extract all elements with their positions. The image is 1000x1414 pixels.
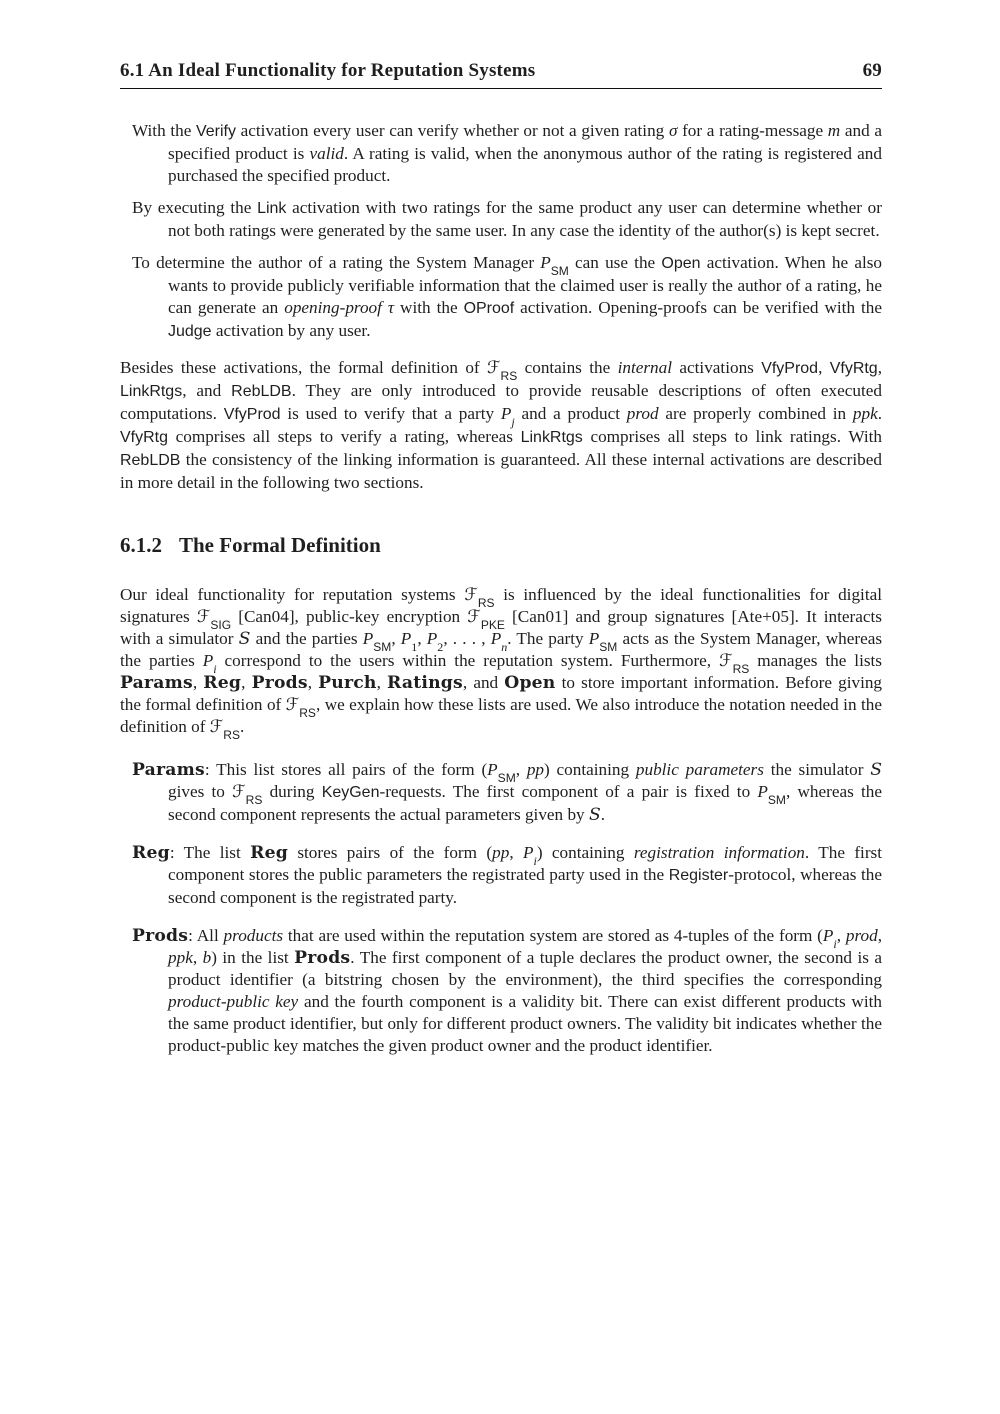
text-run: , and bbox=[182, 381, 232, 400]
text-run: activation. Opening-proofs can be verified with the bbox=[514, 298, 883, 317]
text-run: Besides these activations, the formal definition of bbox=[120, 358, 487, 377]
text-run: Ratings bbox=[387, 673, 463, 693]
text-run: , bbox=[192, 673, 204, 692]
paragraph-link bbox=[120, 197, 882, 242]
text-run: To determine the author of a rating the System Manager bbox=[132, 253, 541, 272]
text-run: can use the bbox=[568, 253, 662, 272]
text-run: ℱ bbox=[232, 782, 246, 802]
text-run: , bbox=[836, 926, 846, 945]
text-run: Open bbox=[504, 673, 556, 693]
text-run: ℱ bbox=[464, 585, 478, 605]
text-run: ℱ bbox=[487, 358, 501, 378]
text-run: P bbox=[588, 629, 600, 648]
text-run: comprises all steps to link ratings. With bbox=[582, 427, 882, 446]
text-run: and a product bbox=[514, 404, 627, 423]
text-run: , bbox=[877, 358, 882, 377]
text-run: 6.1.2 bbox=[120, 533, 162, 557]
text-run: The Formal Definition bbox=[179, 533, 381, 557]
list-item-reg bbox=[120, 842, 882, 909]
paragraph-open bbox=[120, 252, 882, 343]
text-run: , bbox=[192, 948, 203, 967]
text-run: : All bbox=[188, 926, 224, 945]
text-run: RebLDB bbox=[120, 452, 181, 469]
text-run: pp bbox=[526, 760, 544, 779]
text-run: VfyRtg bbox=[829, 360, 878, 377]
text-run: ℱ bbox=[467, 607, 481, 627]
text-run: b bbox=[202, 948, 212, 967]
text-run: P bbox=[822, 926, 834, 945]
text-run: . The first component stores the public parameters the registrated party used in the bbox=[168, 843, 883, 884]
text-run: LinkRtgs bbox=[120, 383, 183, 400]
text-run: VfyProd bbox=[761, 360, 819, 377]
subscript: SM bbox=[373, 639, 392, 654]
text-run: m bbox=[827, 121, 841, 140]
text-run: ppk bbox=[852, 404, 878, 423]
list-item-params bbox=[120, 759, 882, 826]
text-run: prod bbox=[845, 926, 878, 945]
text-run: P bbox=[757, 782, 768, 801]
paragraph-verify bbox=[120, 120, 882, 187]
text-run: , bbox=[509, 843, 523, 862]
text-run: activations bbox=[672, 358, 762, 377]
subscript: i bbox=[213, 661, 217, 676]
text-run: , bbox=[376, 673, 388, 692]
subscript: 1 bbox=[411, 639, 418, 654]
text-run: P bbox=[400, 629, 412, 648]
text-run: activation by any user. bbox=[211, 321, 371, 340]
text-run: . bbox=[877, 404, 882, 423]
text-run: with the bbox=[394, 298, 464, 317]
text-run: P bbox=[500, 404, 512, 423]
text-run: that are used within the reputation system are stored as 4-tuples of the form ( bbox=[283, 926, 823, 945]
text-run: valid bbox=[309, 144, 344, 163]
page-body bbox=[120, 120, 882, 1057]
subscript: SM bbox=[550, 263, 569, 278]
text-run: RebLDB bbox=[231, 383, 292, 400]
text-run: VfyProd bbox=[223, 406, 281, 423]
text-run: and the fourth component is a validity bit. There can exist different products with the same product identifier, but only for different product owners. The validity bit indicates whether the product-public key matches the given product owner and the product identifier. bbox=[168, 992, 882, 1055]
text-run: registration information bbox=[633, 843, 805, 862]
text-run: , . . . , bbox=[443, 629, 491, 648]
page-number: 69 bbox=[862, 60, 882, 81]
subscript: n bbox=[501, 639, 508, 654]
text-run: , bbox=[515, 760, 527, 779]
subscript: SM bbox=[767, 792, 786, 807]
text-run: , bbox=[877, 926, 882, 945]
text-run: Reg bbox=[250, 843, 288, 863]
text-run: the simulator bbox=[763, 760, 871, 779]
subscript: 2 bbox=[437, 639, 444, 654]
subscript: RS bbox=[223, 727, 240, 742]
text-run: P bbox=[362, 629, 374, 648]
subscript: RS bbox=[299, 705, 316, 720]
text-run: ℱ bbox=[285, 695, 300, 715]
subscript: i bbox=[533, 853, 537, 868]
text-run: : The list bbox=[169, 843, 251, 862]
text-run: P bbox=[522, 843, 534, 862]
text-run: activation with two ratings for the same product any user can determine whether or not both ratings were generated by the same user. In any case the identity of the author(s) is kept secret. bbox=[168, 198, 883, 240]
text-run: , bbox=[417, 629, 427, 648]
text-run: With the bbox=[132, 121, 196, 140]
text-run: Reg bbox=[203, 673, 242, 693]
text-run: is used to verify that a party bbox=[280, 404, 501, 423]
subscript: SIG bbox=[210, 617, 232, 632]
text-run: Prods bbox=[251, 673, 308, 693]
text-run: Prods bbox=[294, 948, 351, 968]
text-run: . They are only introduced to provide reusable descriptions of often executed computations. bbox=[120, 381, 882, 423]
text-run: τ bbox=[387, 298, 395, 317]
text-run: gives to bbox=[168, 782, 233, 801]
subscript: RS bbox=[500, 368, 518, 383]
text-run: , bbox=[818, 358, 830, 377]
text-run: [Can04], public-key encryption bbox=[231, 607, 468, 626]
text-run: VfyRtg bbox=[120, 429, 168, 446]
text-run: acts as the System Manager, whereas the parties bbox=[120, 629, 883, 670]
text-run: P bbox=[487, 760, 498, 779]
text-run: S bbox=[588, 805, 601, 825]
text-run: Judge bbox=[168, 323, 212, 340]
text-run: ℱ bbox=[196, 607, 211, 627]
text-run: for a rating-message bbox=[677, 121, 828, 140]
text-run: P bbox=[202, 651, 214, 670]
text-run: P bbox=[490, 629, 502, 648]
text-run: , and bbox=[462, 673, 505, 692]
subscript: SM bbox=[599, 639, 618, 654]
text-run: correspond to the users within the reputation system. Furthermore, bbox=[216, 651, 720, 670]
text-run: activation. When he also wants to provide publicly verifiable information that the claimed user is really the author of a rating, he can generate an bbox=[168, 253, 883, 317]
text-run: comprises all steps to verify a rating, whereas bbox=[167, 427, 521, 446]
text-run: products bbox=[223, 926, 284, 945]
text-run: -protocol, whereas the second component is the registrated party. bbox=[168, 865, 882, 907]
paragraph-formal-definition-intro bbox=[120, 584, 883, 742]
text-run: opening-proof bbox=[284, 298, 388, 317]
text-run: Register bbox=[668, 867, 729, 884]
text-run: σ bbox=[668, 121, 678, 140]
text-run: Verify bbox=[196, 123, 236, 140]
text-run: Prods bbox=[132, 926, 189, 946]
text-run: prod bbox=[626, 404, 659, 423]
text-run: ) in the list bbox=[211, 948, 295, 967]
subscript: i bbox=[833, 936, 837, 951]
document-page bbox=[120, 0, 882, 1073]
text-run: Params bbox=[120, 673, 193, 693]
text-run: public parameters bbox=[635, 760, 764, 779]
text-run: , whereas the second component represents the actual parameters given by bbox=[168, 782, 883, 824]
section-heading-formal-definition bbox=[120, 534, 882, 556]
running-header bbox=[120, 0, 882, 89]
text-run: LinkRtgs bbox=[520, 429, 583, 446]
text-run: Open bbox=[661, 255, 701, 272]
text-run: . A rating is valid, when the anonymous author of the rating is registered and purchased the specified product. bbox=[168, 144, 882, 185]
text-run: activation every user can verify whether or not a given rating bbox=[235, 121, 669, 140]
text-run: the consistency of the linking information is guaranteed. All these internal activations are described in more detail in the following two sections. bbox=[120, 450, 882, 492]
text-run: P bbox=[540, 253, 551, 272]
text-run: ) containing bbox=[544, 760, 636, 779]
text-run: , bbox=[391, 629, 401, 648]
text-run: contains the bbox=[517, 358, 618, 377]
paragraph-internal-activations bbox=[120, 357, 882, 494]
text-run: [Can01] and group signatures [Ate+05]. It interacts with a simulator bbox=[120, 607, 882, 648]
subscript: RS bbox=[477, 595, 495, 610]
text-run: . bbox=[600, 805, 606, 824]
text-run: ℱ bbox=[209, 717, 224, 737]
subscript: PKE bbox=[480, 617, 505, 632]
text-run: By executing the bbox=[132, 198, 258, 217]
text-run: Purch bbox=[318, 673, 377, 693]
subscript: RS bbox=[245, 792, 263, 807]
text-run: , bbox=[241, 673, 252, 692]
text-run: internal bbox=[617, 358, 673, 377]
subscript: j bbox=[511, 414, 515, 429]
subscript: RS bbox=[732, 661, 750, 676]
text-run: manages the lists bbox=[749, 651, 882, 670]
text-run: during bbox=[262, 782, 322, 801]
text-run: pp bbox=[492, 843, 510, 862]
text-run: Params bbox=[132, 760, 205, 780]
text-run: , bbox=[307, 673, 319, 692]
text-run: and a specified product is bbox=[168, 121, 882, 163]
text-run: . The party bbox=[507, 629, 589, 648]
text-run: stores pairs of the form ( bbox=[287, 843, 493, 862]
text-run: ) containing bbox=[536, 843, 634, 862]
text-run: ℱ bbox=[719, 651, 733, 671]
text-run: KeyGen bbox=[321, 784, 380, 801]
text-run: and the parties bbox=[250, 629, 363, 648]
text-run: S bbox=[238, 629, 251, 649]
text-run: S bbox=[870, 760, 883, 780]
text-run: Our ideal functionality for reputation systems bbox=[120, 585, 465, 604]
text-run: . bbox=[239, 717, 245, 736]
text-run: product-public key bbox=[168, 992, 299, 1011]
text-run: is influenced by the ideal functionalities for digital signatures bbox=[120, 585, 882, 626]
text-run: to store important information. Before giving the formal definition of bbox=[120, 673, 883, 714]
subscript: SM bbox=[497, 770, 516, 785]
text-run: ppk bbox=[168, 948, 193, 967]
text-run: are properly combined in bbox=[658, 404, 853, 423]
running-header-title: 6.1 An Ideal Functionality for Reputation Systems bbox=[120, 60, 536, 81]
text-run: , we explain how these lists are used. We also introduce the notation needed in the definition of bbox=[120, 695, 882, 736]
text-run: Reg bbox=[132, 843, 170, 863]
text-run: : This list stores all pairs of the form ( bbox=[204, 760, 488, 779]
text-run: -requests. The first component of a pair is fixed to bbox=[379, 782, 758, 801]
text-run: Link bbox=[257, 200, 287, 217]
text-run: P bbox=[426, 629, 438, 648]
text-run: . The first component of a tuple declares the product owner, the second is a product identifier (a bitstring chosen by the environment), the third specifies the corresponding bbox=[168, 948, 883, 989]
list-item-prods bbox=[120, 925, 882, 1057]
text-run: OProof bbox=[463, 300, 515, 317]
